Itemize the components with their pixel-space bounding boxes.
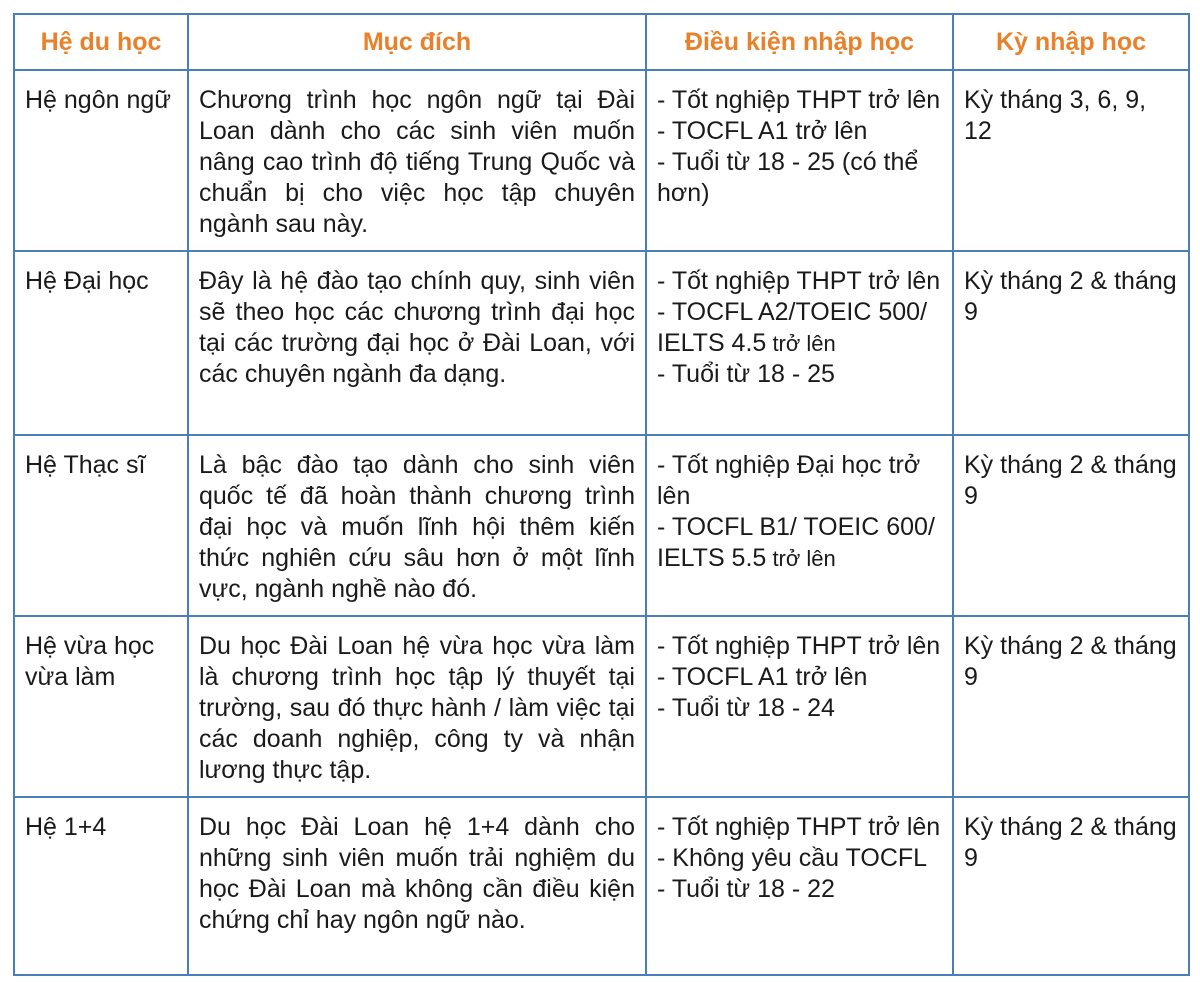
table-row bbox=[14, 797, 1189, 975]
purpose-cell: Chương trình học ngôn ngữ tại Đài Loan dành cho các sinh viên muốn nâng cao trình độ tiếng Trung Quốc và chuẩn bị cho việc học tập chuyên ngành sau này. bbox=[188, 70, 646, 251]
condition-line: - Tuổi từ 18 - 22 bbox=[657, 875, 835, 903]
table-row bbox=[14, 251, 1189, 435]
condition-line: - Tuổi từ 18 - 25 (có thể hơn) bbox=[657, 148, 919, 207]
purpose-cell: Du học Đài Loan hệ vừa học vừa làm là chương trình học tập lý thuyết tại trường, sau đó thực hành / làm việc tại các doanh nghiệp, công ty và nhận lương thực tập. bbox=[188, 616, 646, 797]
intake-cell: Kỳ tháng 2 & tháng 9 bbox=[953, 251, 1189, 435]
condition-line: - TOCFL A1 trở lên bbox=[657, 117, 868, 145]
condition-line: - Tốt nghiệp Đại học trở lên bbox=[657, 451, 921, 510]
condition-line: - TOCFL A1 trở lên bbox=[657, 663, 868, 691]
condition-suffix: trở lên bbox=[766, 331, 836, 356]
table-row bbox=[14, 616, 1189, 797]
conditions-cell bbox=[646, 251, 953, 435]
conditions-cell bbox=[646, 70, 953, 251]
header-row bbox=[14, 14, 1189, 70]
purpose-cell: Là bậc đào tạo dành cho sinh viên quốc tế đã hoàn thành chương trình đại học và muốn lĩnh hội thêm kiến thức nghiên cứu sâu hơn ở một lĩnh vực, ngành nghề nào đó. bbox=[188, 435, 646, 616]
intake-cell: Kỳ tháng 3, 6, 9, 12 bbox=[953, 70, 1189, 251]
program-type-cell: Hệ Thạc sĩ bbox=[14, 435, 188, 616]
table-row bbox=[14, 70, 1189, 251]
conditions-cell bbox=[646, 797, 953, 975]
condition-line: - Không yêu cầu TOCFL bbox=[657, 844, 928, 872]
intake-cell: Kỳ tháng 2 & tháng 9 bbox=[953, 616, 1189, 797]
condition-suffix: trở lên bbox=[766, 546, 836, 571]
program-type-cell: Hệ Đại học bbox=[14, 251, 188, 435]
header-program-type: Hệ du học bbox=[14, 14, 188, 70]
condition-line bbox=[657, 297, 942, 359]
condition-line bbox=[657, 512, 942, 574]
purpose-cell: Du học Đài Loan hệ 1+4 dành cho những sinh viên muốn trải nghiệm du học Đài Loan mà không cần điều kiện chứng chỉ hay ngôn ngữ nào. bbox=[188, 797, 646, 975]
condition-text: - TOCFL A2/TOEIC 500/ IELTS 4.5 bbox=[657, 298, 928, 357]
condition-line: - Tốt nghiệp THPT trở lên bbox=[657, 813, 941, 841]
condition-line: - Tốt nghiệp THPT trở lên bbox=[657, 86, 941, 114]
purpose-cell: Đây là hệ đào tạo chính quy, sinh viên sẽ theo học các chương trình đại học tại các trường đại học ở Đài Loan, với các chuyên ngành đa dạng. bbox=[188, 251, 646, 435]
condition-text: - TOCFL B1/ TOEIC 600/ IELTS 5.5 bbox=[657, 513, 935, 572]
condition-line: - Tuổi từ 18 - 25 bbox=[657, 360, 835, 388]
condition-line: - Tuổi từ 18 - 24 bbox=[657, 694, 835, 722]
program-type-cell: Hệ ngôn ngữ bbox=[14, 70, 188, 251]
header-purpose: Mục đích bbox=[188, 14, 646, 70]
study-programs-table bbox=[13, 13, 1190, 976]
header-intake: Kỳ nhập học bbox=[953, 14, 1189, 70]
header-admission-conditions: Điều kiện nhập học bbox=[646, 14, 953, 70]
condition-line: - Tốt nghiệp THPT trở lên bbox=[657, 267, 941, 295]
program-type-cell: Hệ 1+4 bbox=[14, 797, 188, 975]
table-row bbox=[14, 435, 1189, 616]
intake-cell: Kỳ tháng 2 & tháng 9 bbox=[953, 797, 1189, 975]
condition-line: - Tốt nghiệp THPT trở lên bbox=[657, 632, 941, 660]
program-type-cell: Hệ vừa học vừa làm bbox=[14, 616, 188, 797]
conditions-cell bbox=[646, 616, 953, 797]
conditions-cell bbox=[646, 435, 953, 616]
table-wrapper bbox=[13, 13, 1190, 976]
intake-cell: Kỳ tháng 2 & tháng 9 bbox=[953, 435, 1189, 616]
